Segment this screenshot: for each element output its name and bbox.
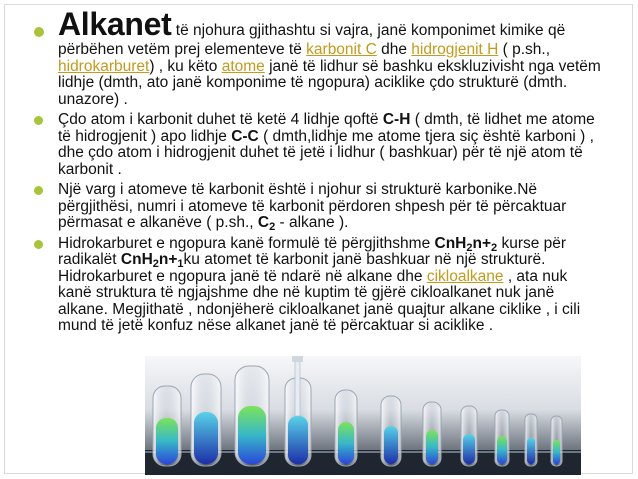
bullet-dot-icon (34, 27, 44, 37)
bullet-carbon-chain (32, 182, 604, 232)
text-run: ) , ku këto (149, 57, 222, 75)
formula-radical: $CnH_2n+_1$ (120, 251, 184, 270)
text-run: , ata nuk kanë struktura të ngjajshme dhe në kuptim të gjërë cikloalkanet nuk janë alkane. Megjithatë , ndonjëherë cikloalkanet janë quajtur alkane ciklike , i cili mund të jetë konfuz nëse alkanet janë të përcaktuar si aciklike . (58, 267, 581, 334)
bullet-dot-icon (34, 240, 43, 249)
bullet-dot-icon (34, 186, 43, 195)
link-cikloalkane[interactable]: cikloalkane (426, 267, 504, 285)
text-run: ku atomet të karbonit janë bashkuar në një strukturë. Hidrokarburet e ngopura janë të ndarë në alkane dhe (58, 251, 546, 285)
text-run: dhe (376, 41, 412, 58)
link-karbonit[interactable]: karbonit C (306, 41, 377, 58)
link-hidrokarburet[interactable]: hidrokarburet (58, 57, 150, 75)
text-run: Hidrokarburet e ngopura kanë formulë të përgjithshme (58, 234, 435, 252)
bullet-alkanet-definition (32, 6, 604, 108)
text-run: - alkane ). (275, 214, 349, 231)
bullet-saturated-hydrocarbons (32, 236, 604, 335)
link-hidrogjenit[interactable]: hidrogjenit H (411, 41, 499, 58)
bond-cc-label: C-C (231, 127, 259, 145)
bullet-list (32, 6, 604, 335)
text-run: ( dmth, të lidhet me atome të hidrogjenit ) apo lidhje (58, 111, 595, 145)
formula-c2: $C_2$ (257, 214, 276, 233)
bullet-carbon-bonds (32, 112, 604, 178)
text-run: ( dmth,lidhje me atome tjera siç është karboni ) , dhe çdo atom i hidrogjenit duhet të jetë i lidhur ( bashkuar) për të një atom të karbonit . (58, 127, 594, 178)
text-run: ( p.sh., (498, 41, 551, 58)
text-run: Çdo atom i karbonit duhet të ketë 4 lidhje qoftë (58, 111, 383, 128)
formula-general: $CnH_2n+_2$ (434, 234, 498, 254)
text-run: kurse për radikalët (58, 234, 567, 268)
text-run: Një varg i atomeve të karbonit është i njohur si strukturë karbonike.Në përgjithësi, numri i atomeve të karbonit përdoren shpesh për të përcaktuar përmasat e alkanëve ( p.sh., (58, 181, 567, 231)
bond-ch-label: C-H (382, 111, 411, 128)
bullet-dot-icon (34, 116, 43, 125)
test-tubes-photo (145, 356, 581, 475)
link-atome[interactable]: atome (221, 57, 265, 75)
text-run: të njohura gjithashtu si vajra, janë komponimet kimike që përbëhen vetëm prej elementeve të (58, 22, 566, 58)
slide-heading: Alkanet (58, 6, 172, 42)
text-run: janë të lidhur së bashku ekskluzivisht nga vetëm lidhje (dmth, ato janë komponime të ngopura) aciklike çdo strukturë (dmth. unazore) . (58, 57, 601, 108)
